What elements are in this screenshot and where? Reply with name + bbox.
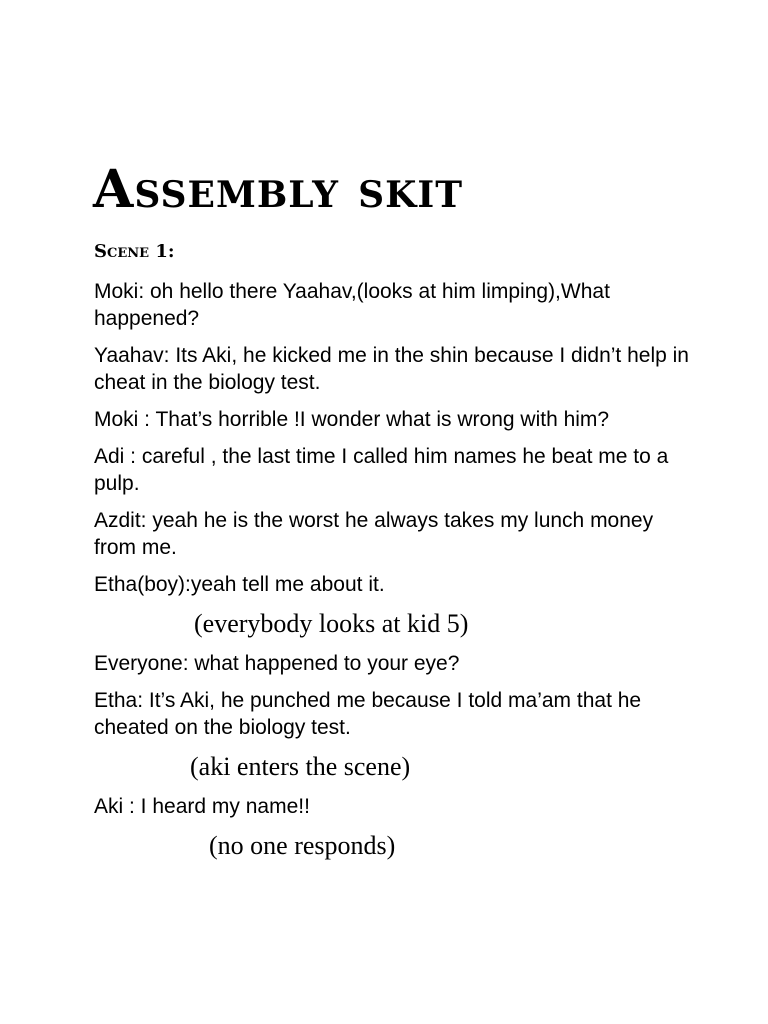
- dialogue-line: Everyone: what happened to your eye?: [94, 652, 460, 675]
- stage-direction: (aki enters the scene): [190, 752, 411, 781]
- dialogue-line: Moki: oh hello there Yaahav,(looks at him limping),What happened?: [94, 280, 610, 330]
- script-body: [94, 278, 694, 872]
- dialogue-line: Yaahav: Its Aki, he kicked me in the shin because I didn’t help in cheat in the biology test.: [94, 344, 689, 394]
- dialogue-line: Etha: It’s Aki, he punched me because I told ma’am that he cheated on the biology test.: [94, 689, 642, 739]
- dialogue-line: Adi : careful , the last time I called him names he beat me to a pulp.: [94, 445, 669, 495]
- dialogue-line: Moki : That’s horrible !I wonder what is wrong with him?: [94, 408, 610, 431]
- dialogue-line: Azdit: yeah he is the worst he always takes my lunch money from me.: [94, 509, 654, 559]
- scene-heading: Scene 1:: [94, 241, 175, 262]
- dialogue-line: Etha(boy):yeah tell me about it.: [94, 573, 385, 596]
- document-title: Assembly skit: [93, 159, 463, 220]
- stage-direction: (everybody looks at kid 5): [194, 609, 469, 638]
- dialogue-line: Aki : I heard my name!!: [94, 795, 310, 818]
- stage-direction: (no one responds): [209, 831, 396, 860]
